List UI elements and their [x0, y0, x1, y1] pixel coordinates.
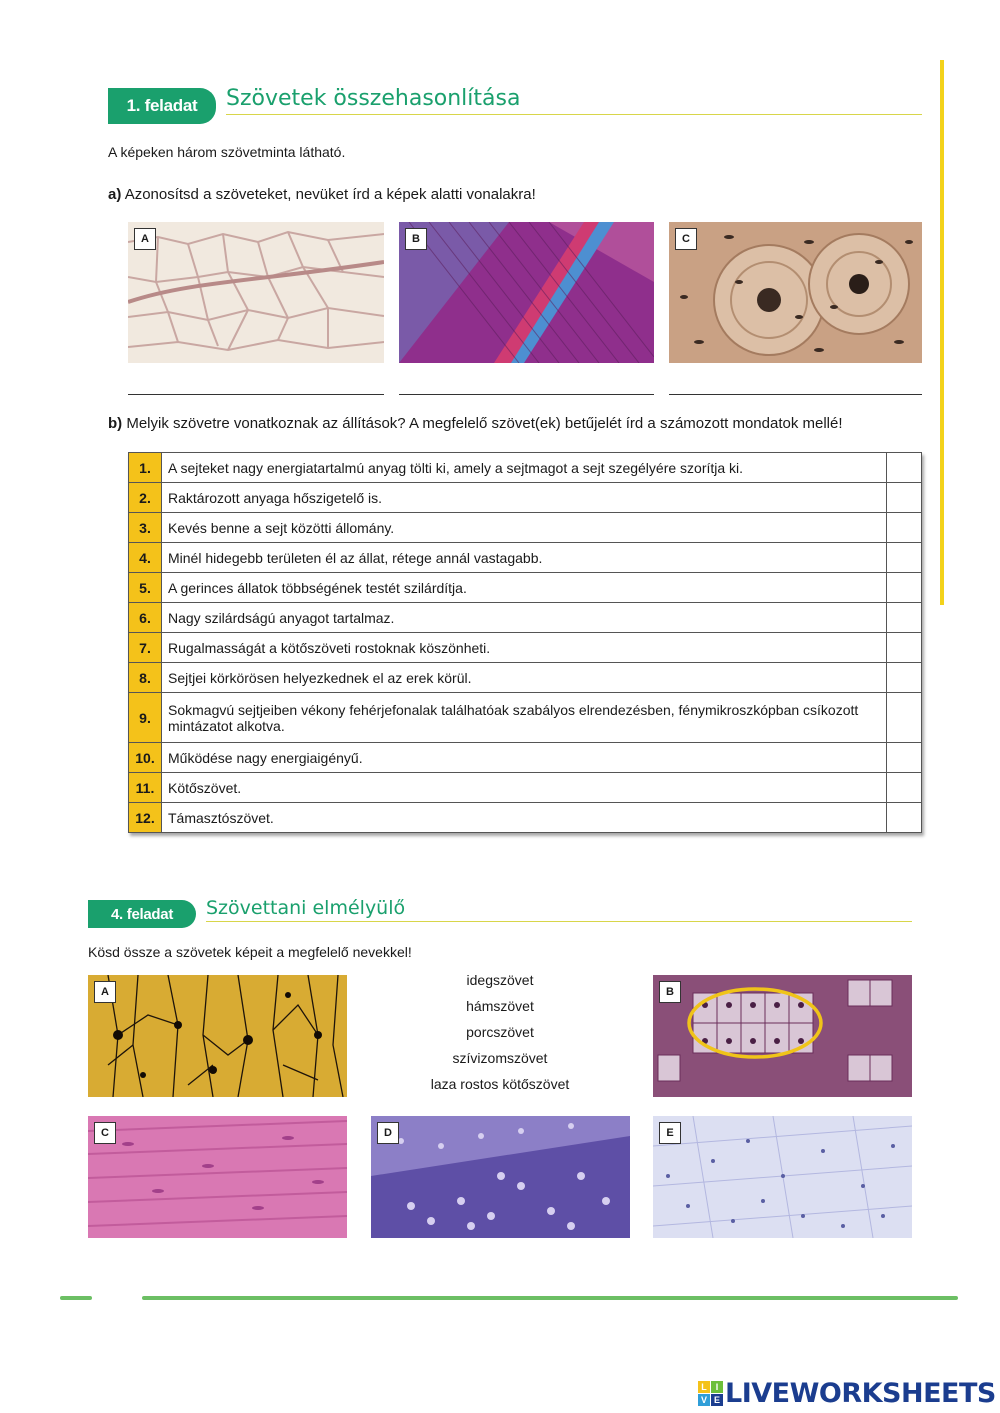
statement-answer-box[interactable]	[887, 573, 922, 603]
statement-row	[129, 773, 922, 803]
part-a-label: a)	[108, 186, 122, 203]
part-a-text: Azonosítsd a szöveteket, nevüket írd a képek alatti vonalakra!	[124, 186, 536, 203]
bottom-rule	[142, 1296, 958, 1300]
statement-row	[129, 453, 922, 483]
statement-answer-box[interactable]	[887, 483, 922, 513]
live-letter-i: I	[711, 1381, 723, 1393]
liveworksheets-logo	[698, 1378, 996, 1409]
answer-line-b[interactable]	[399, 394, 654, 395]
fat-tissue-image	[128, 222, 384, 363]
image-label-c: C	[94, 1122, 116, 1144]
task1-part-b	[108, 415, 938, 432]
image-label-a: A	[134, 228, 156, 250]
statement-answer-box[interactable]	[887, 603, 922, 633]
statement-number: 3.	[129, 513, 162, 543]
statement-row	[129, 543, 922, 573]
statement-row	[129, 633, 922, 663]
tissue-name-nerve[interactable]: idegszövet	[466, 972, 534, 988]
heart-muscle-image	[88, 1116, 347, 1238]
statement-row	[129, 483, 922, 513]
statement-number: 10.	[129, 743, 162, 773]
task1-badge: 1. feladat	[108, 88, 216, 124]
statement-text: Sejtjei körkörösen helyezkednek el az erek körül.	[162, 663, 887, 693]
tissue-name-list	[400, 967, 600, 1097]
bone-tissue-image	[669, 222, 922, 363]
statement-row	[129, 573, 922, 603]
striated-muscle-image	[399, 222, 654, 363]
statement-text: Minél hidegebb területen él az állat, rétege annál vastagabb.	[162, 543, 887, 573]
statement-text: Nagy szilárdságú anyagot tartalmaz.	[162, 603, 887, 633]
statements-table	[128, 452, 922, 833]
cartilage-image	[371, 1116, 630, 1238]
tissue-name-cartilage[interactable]: porcszövet	[466, 1024, 534, 1040]
statement-text: Kevés benne a sejt közötti állomány.	[162, 513, 887, 543]
answer-line-c[interactable]	[669, 394, 922, 395]
live-icon	[698, 1381, 723, 1406]
statement-row	[129, 743, 922, 773]
statement-row	[129, 803, 922, 833]
image-label-c: C	[675, 228, 697, 250]
answer-line-a[interactable]	[128, 394, 384, 395]
statement-answer-box[interactable]	[887, 693, 922, 743]
statement-number: 6.	[129, 603, 162, 633]
statement-answer-box[interactable]	[887, 663, 922, 693]
statement-answer-box[interactable]	[887, 543, 922, 573]
statement-text: Rugalmasságát a kötőszöveti rostoknak köszönheti.	[162, 633, 887, 663]
loose-connective-image	[653, 1116, 912, 1238]
statement-number: 2.	[129, 483, 162, 513]
statement-row	[129, 513, 922, 543]
statement-answer-box[interactable]	[887, 803, 922, 833]
statement-row	[129, 663, 922, 693]
statement-number: 12.	[129, 803, 162, 833]
side-accent-bar	[940, 60, 944, 605]
bottom-rule-left	[60, 1296, 92, 1300]
image-label-e: E	[659, 1122, 681, 1144]
statement-number: 5.	[129, 573, 162, 603]
live-letter-v: V	[698, 1394, 710, 1406]
task1-title-rule	[226, 114, 922, 115]
statement-text: Működése nagy energiaigényű.	[162, 743, 887, 773]
image-label-d: D	[377, 1122, 399, 1144]
task4-title: Szövettani elmélyülő	[206, 897, 406, 919]
statement-number: 1.	[129, 453, 162, 483]
statement-number: 4.	[129, 543, 162, 573]
statement-number: 8.	[129, 663, 162, 693]
statement-text: Támasztószövet.	[162, 803, 887, 833]
statement-number: 7.	[129, 633, 162, 663]
task1-intro: A képeken három szövetminta látható.	[108, 144, 346, 160]
statement-answer-box[interactable]	[887, 513, 922, 543]
statement-text: Raktározott anyaga hőszigetelő is.	[162, 483, 887, 513]
statement-row	[129, 603, 922, 633]
part-b-text: Melyik szövetre vonatkoznak az állítások? A megfelelő szövet(ek) betűjelét írd a számozott mondatok mellé!	[126, 415, 843, 432]
tissue-name-heart-muscle[interactable]: szívizomszövet	[452, 1050, 548, 1066]
statement-text: Sokmagvú sejtjeiben vékony fehérjefonalak találhatóak szabályos elrendezésben, fénymikroszkópban csíkozott mintázatot alkotva.	[162, 693, 887, 743]
image-label-b: B	[405, 228, 427, 250]
live-letter-e: E	[711, 1394, 723, 1406]
statement-answer-box[interactable]	[887, 633, 922, 663]
task1-part-a	[108, 186, 536, 203]
live-letter-l: L	[698, 1381, 710, 1393]
task4-intro: Kösd össze a szövetek képeit a megfelelő nevekkel!	[88, 944, 412, 960]
brand-name: LIVEWORKSHEETS	[725, 1378, 996, 1409]
statement-text: A gerinces állatok többségének testét szilárdítja.	[162, 573, 887, 603]
statement-row	[129, 693, 922, 743]
image-label-b: B	[659, 981, 681, 1003]
statement-number: 11.	[129, 773, 162, 803]
statement-number: 9.	[129, 693, 162, 743]
statement-text: A sejteket nagy energiatartalmú anyag tölti ki, amely a sejtmagot a sejt szegélyére szorítja ki.	[162, 453, 887, 483]
task4-badge: 4. feladat	[88, 900, 196, 928]
statement-text: Kötőszövet.	[162, 773, 887, 803]
epithelial-tissue-image	[653, 975, 912, 1097]
tissue-name-loose-connective[interactable]: laza rostos kötőszövet	[430, 1076, 570, 1092]
part-b-label: b)	[108, 415, 123, 432]
statement-answer-box[interactable]	[887, 453, 922, 483]
nerve-tissue-image	[88, 975, 347, 1097]
image-label-a: A	[94, 981, 116, 1003]
tissue-name-epithelial[interactable]: hámszövet	[466, 998, 534, 1014]
statement-answer-box[interactable]	[887, 743, 922, 773]
task4-title-rule	[206, 921, 912, 922]
statement-answer-box[interactable]	[887, 773, 922, 803]
task1-title: Szövetek összehasonlítása	[226, 86, 521, 111]
